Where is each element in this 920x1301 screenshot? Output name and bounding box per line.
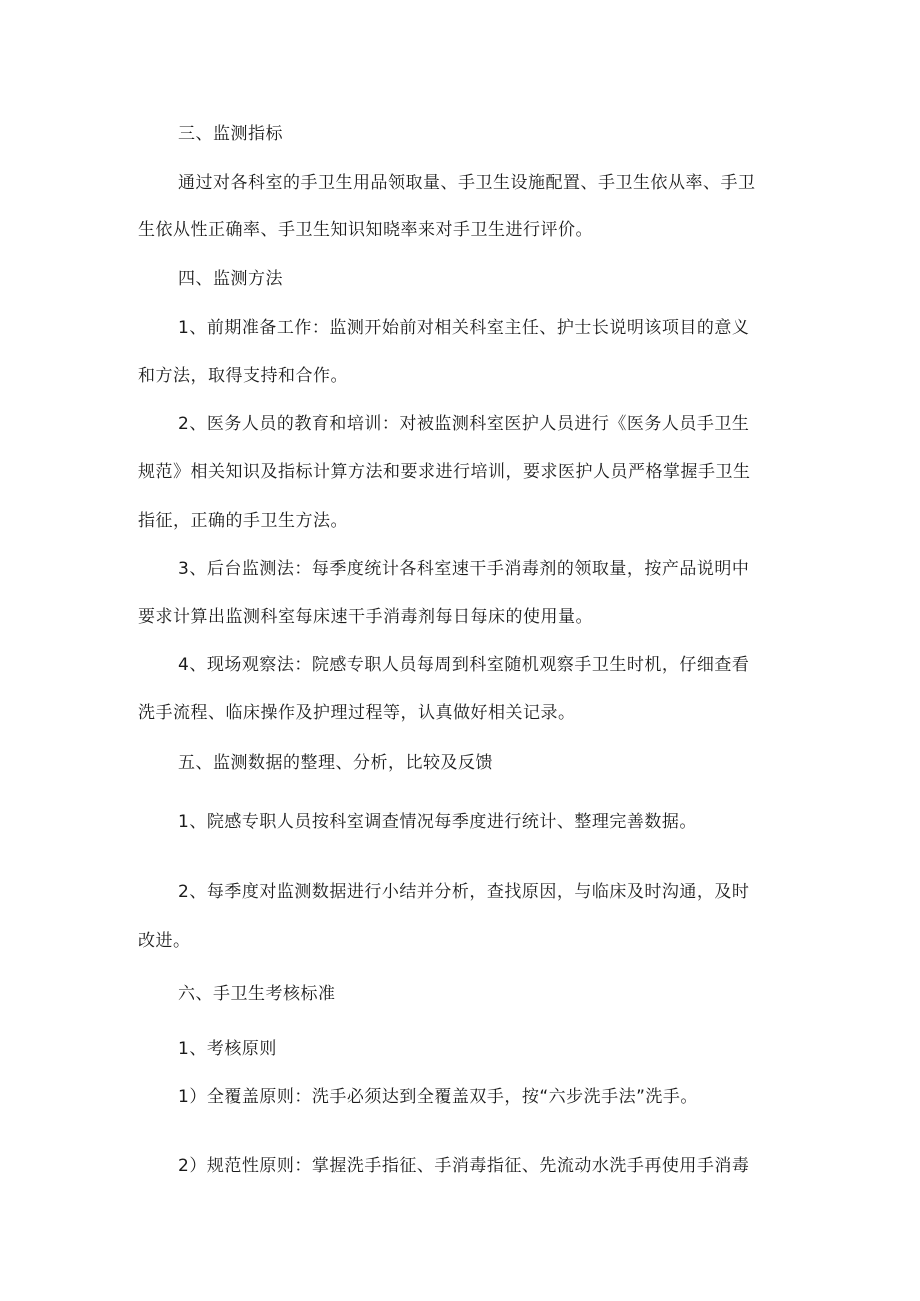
paragraph-line: 2、医务人员的教育和培训：对被监测科室医护人员进行《医务人员手卫生 bbox=[178, 414, 750, 434]
subsection-heading-assessment-principles: 1、考核原则 bbox=[178, 1039, 277, 1059]
paragraph-line: 要求计算出监测科室每床速干手消毒剂每日每床的使用量。 bbox=[138, 607, 593, 627]
paragraph-line: 规范》相关知识及指标计算方法和要求进行培训，要求医护人员严格掌握手卫生 bbox=[138, 462, 751, 482]
paragraph-line: 生依从性正确率、手卫生知识知晓率来对手卫生进行评价。 bbox=[138, 220, 593, 240]
paragraph-line: 4、现场观察法：院感专职人员每周到科室随机观察手卫生时机，仔细查看 bbox=[178, 655, 750, 675]
paragraph-line: 洗手流程、临床操作及护理过程等，认真做好相关记录。 bbox=[138, 703, 576, 723]
paragraph-line: 和方法，取得支持和合作。 bbox=[138, 366, 348, 386]
paragraph-line: 1、院感专职人员按科室调查情况每季度进行统计、整理完善数据。 bbox=[178, 812, 697, 832]
section-heading-assessment-standards: 六、手卫生考核标准 bbox=[178, 984, 336, 1004]
paragraph-line: 2、每季度对监测数据进行小结并分析，查找原因，与临床及时沟通，及时 bbox=[178, 882, 750, 902]
section-heading-data-analysis: 五、监测数据的整理、分析，比较及反馈 bbox=[178, 753, 493, 773]
paragraph-line: 1、前期准备工作：监测开始前对相关科室主任、护士长说明该项目的意义 bbox=[178, 318, 750, 338]
paragraph-line: 通过对各科室的手卫生用品领取量、手卫生设施配置、手卫生依从率、手卫 bbox=[178, 173, 756, 193]
section-heading-monitoring-indicators: 三、监测指标 bbox=[178, 124, 283, 144]
paragraph-line: 改进。 bbox=[138, 931, 191, 951]
section-heading-monitoring-methods: 四、监测方法 bbox=[178, 269, 283, 289]
paragraph-line: 指征，正确的手卫生方法。 bbox=[138, 511, 348, 531]
paragraph-line: 2）规范性原则：掌握洗手指征、手消毒指征、先流动水洗手再使用手消毒 bbox=[178, 1156, 750, 1176]
paragraph-line: 3、后台监测法：每季度统计各科室速干手消毒剂的领取量，按产品说明中 bbox=[178, 559, 750, 579]
paragraph-line: 1）全覆盖原则：洗手必须达到全覆盖双手，按“六步洗手法”洗手。 bbox=[178, 1087, 698, 1107]
